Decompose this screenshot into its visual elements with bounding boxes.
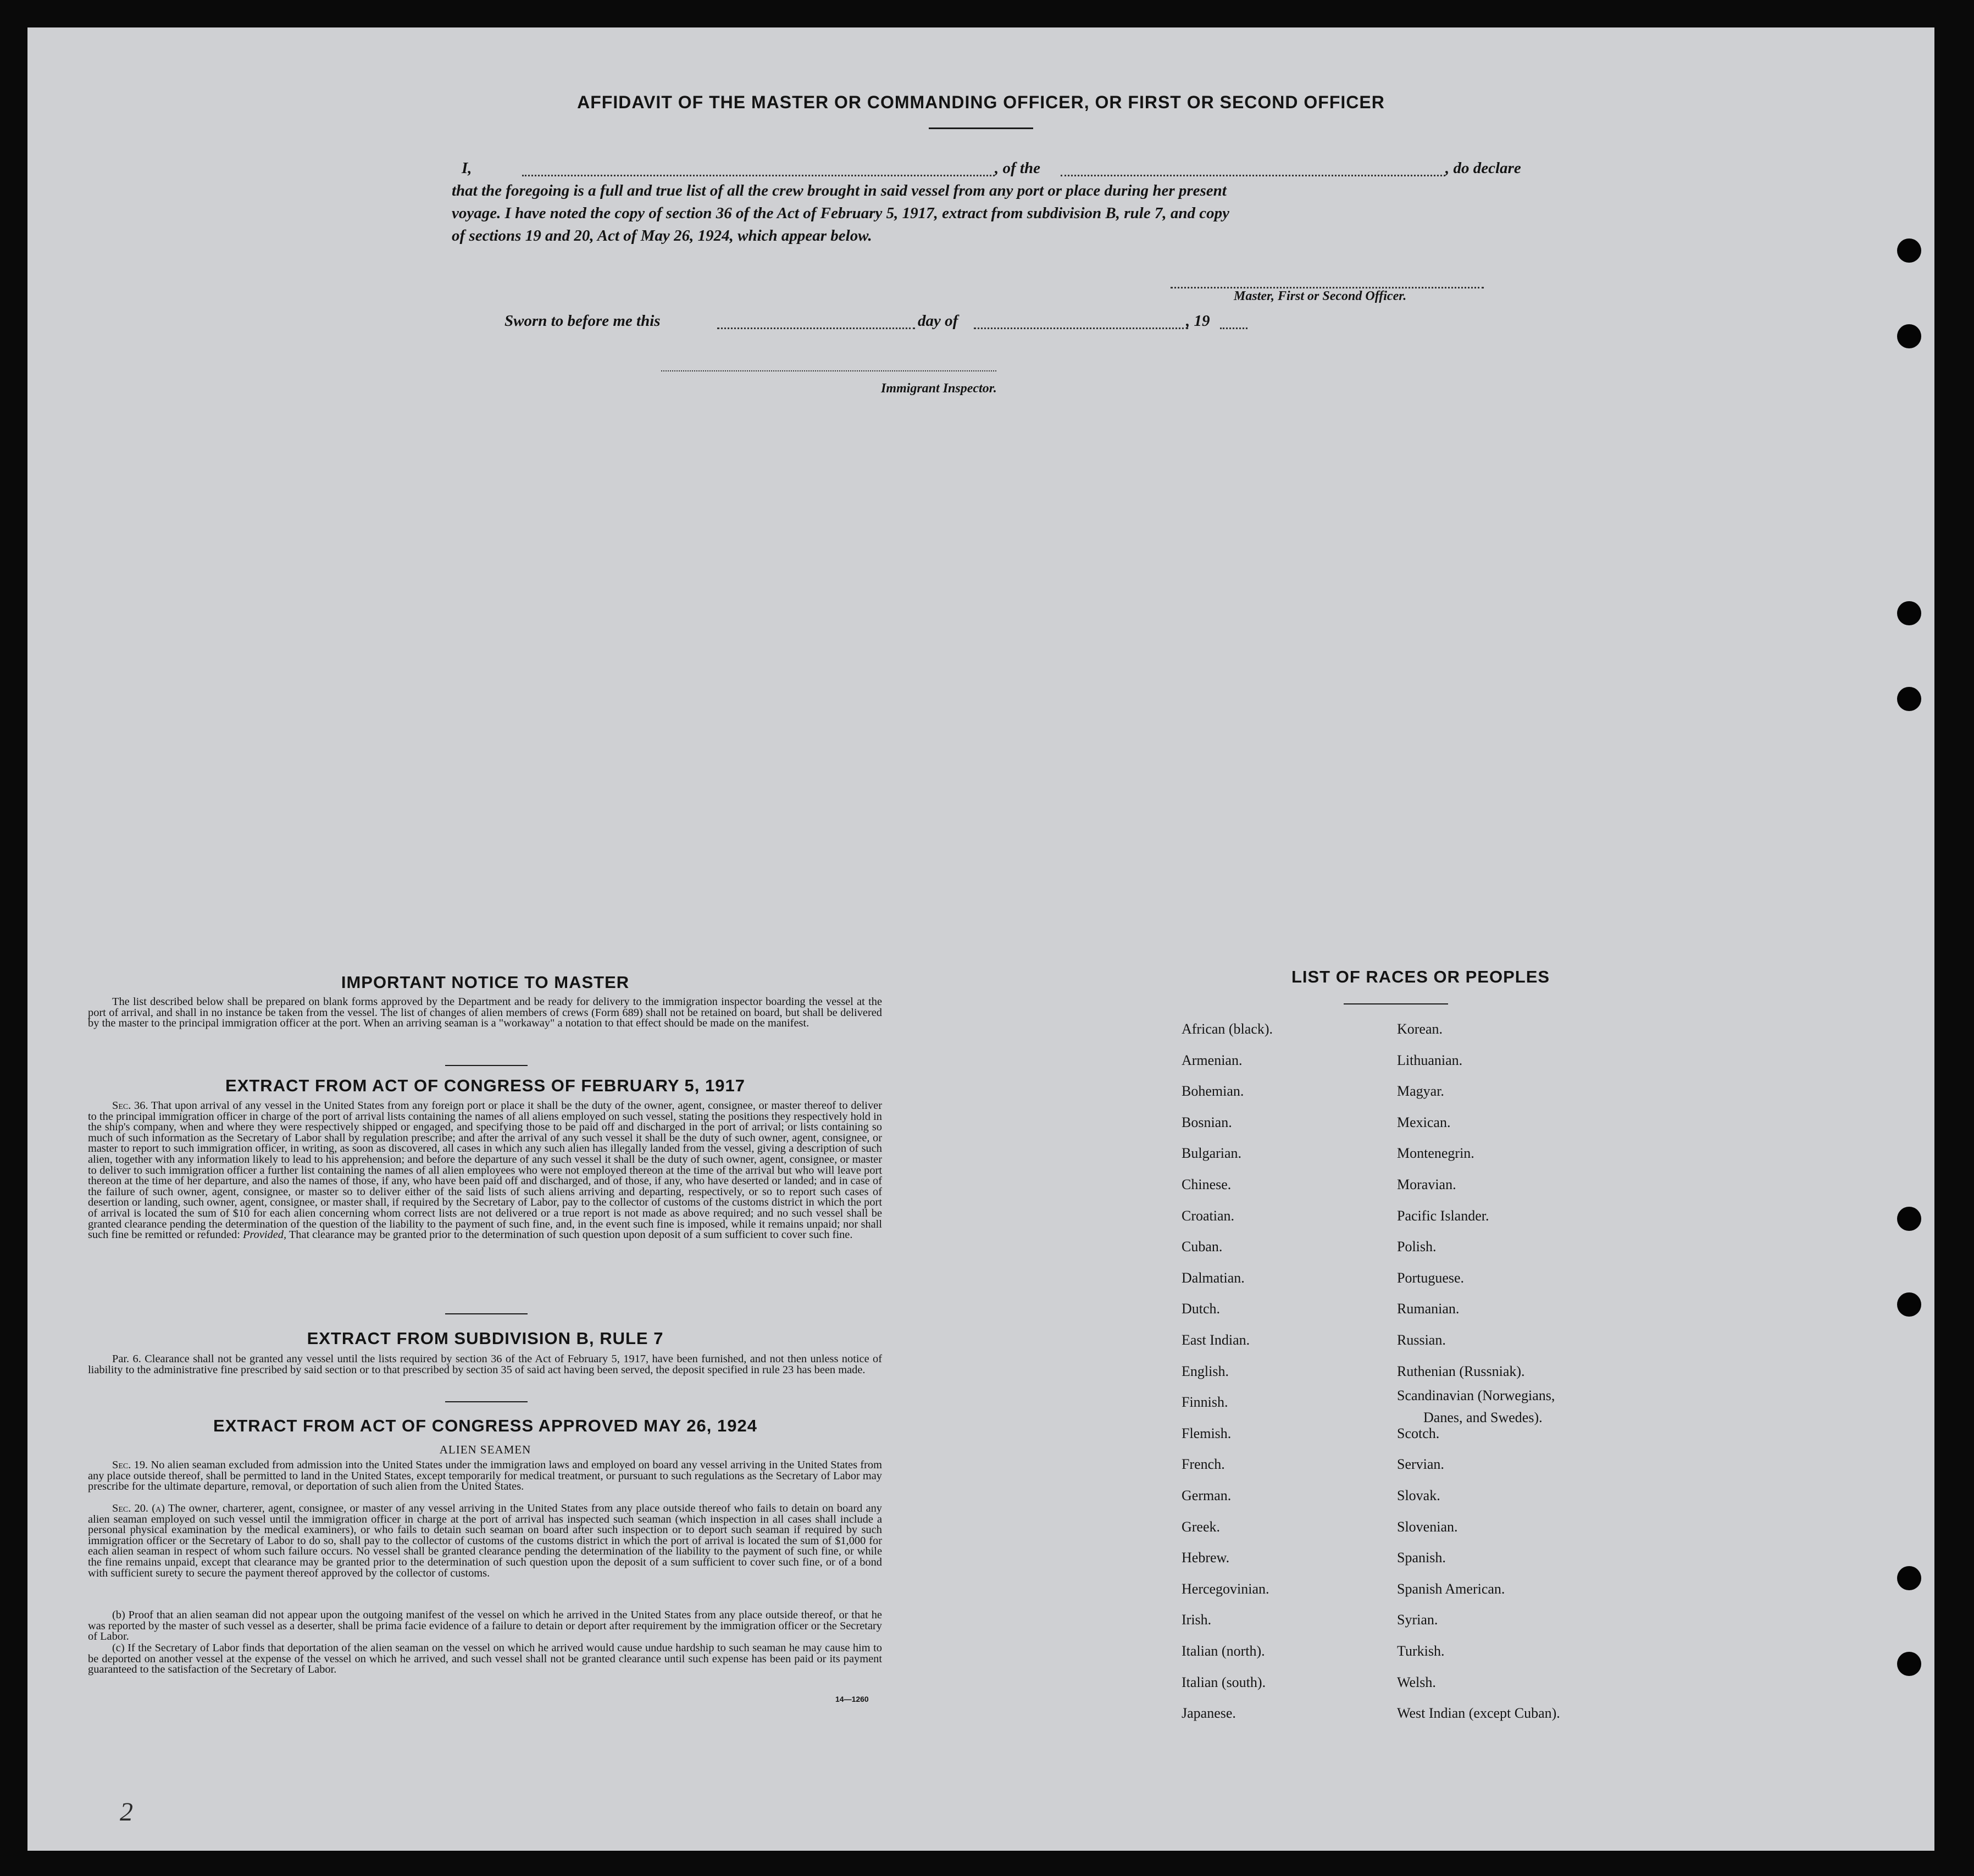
provided-label: Provided, xyxy=(242,1229,287,1241)
extract1917-divider xyxy=(445,1313,528,1314)
race-item: Slovak. xyxy=(1397,1488,1440,1503)
race-item: Hercegovinian. xyxy=(1182,1580,1269,1597)
year-label: , 19 xyxy=(1186,312,1210,330)
race-item: Korean. xyxy=(1397,1021,1443,1037)
sec20b-text: (b) Proof that an alien seaman did not appear upon the outgoing manifest of the vessel on which he arrived in the United States from any place outside thereof, or that he was reported by the master of such vessel as a deserter, shall be prima facie evidence of a failure to detain or deport after requirement by the immigration officer or the Secretary of Labor. xyxy=(88,1609,882,1643)
rule7-text: Par. 6. Clearance shall not be granted any vessel until the lists required by section 36 of the Act of February 5, 1917, have been furnished, and not then unless notice of liability to the administrative fine prescribed by said section or to that prescribed by section 35 of said act having been served, the deposit specified in rule 23 has been made. xyxy=(88,1353,882,1376)
affidavit-body-line1: that the foregoing is a full and true list of all the crew brought in said vessel from any port or place during her present xyxy=(452,182,1227,199)
race-item: Greek. xyxy=(1182,1518,1221,1535)
affidavit-do-declare: , do declare xyxy=(1445,159,1521,177)
race-item: Danes, and Swedes). xyxy=(1423,1409,1543,1426)
sec36-text: That upon arrival of any vessel in the United States from any foreign port or place it shall be the duty of the owner, agent, consignee, or master thereof to deliver to the principal immigration officer in charge of the port of arrival lists containing the names of all aliens employed on such vessel, stating the positions they respectively hold in the ship's company, when and where they were respectively shipped or engaged, and specifying those to be paid off and discharged in the port of arrival; or lists containing so much of such information as the Secretary of Labor shall by regulation prescribe; and after the arrival of any such vessel it shall be the duty of such owner, agent, consignee, or master to report to such immigration officer, in writing, as soon as discovered, all cases in which any such alien has illegally landed from the vessel, giving a description of such alien, together with any information likely to lead to his apprehension; and before the departure of any such vessel it shall be the duty of such owner, agent, consignee, or master to deliver to such immigration officer a further list containing the names of all alien employees who were not employed thereon at the time of the arrival but who will leave port thereon at the time of her departure, and also the names of those, if any, who have been paid off and discharged, and of those, if any, who have deserted or landed; and in case of the failure of such owner, agent, consignee, or master so to deliver either of the said lists of such aliens arriving and departing, respectively, or so to report such cases of desertion or landing, such owner, agent, consignee, or master shall, if required by the Secretary of Labor, pay to the collector of customs of the customs district in which the port of arrival is located the sum of $10 for each alien concerning whom correct lists are not delivered or a true report is not made as above required; and no such vessel shall be granted clearance pending the determination of the question of the liability to the payment of such fine, and, in the event such fine is imposed, while it remains unpaid; nor shall such fine be remitted or refunded: xyxy=(88,1100,882,1241)
race-item: Bosnian. xyxy=(1182,1114,1232,1130)
race-item: Cuban. xyxy=(1182,1239,1223,1255)
race-item: Hebrew. xyxy=(1182,1550,1230,1566)
form-number: 14—1260 xyxy=(835,1695,869,1703)
signature-blank xyxy=(1171,287,1484,288)
inspector-blank xyxy=(661,370,996,371)
extract1917-title: EXTRACT FROM ACT OF CONGRESS OF FEBRUARY 5, 1917 xyxy=(225,1076,745,1095)
title-divider xyxy=(929,127,1033,129)
binder-hole xyxy=(1897,1292,1921,1317)
affidavit-i-label: I, xyxy=(462,159,472,177)
race-item: Japanese. xyxy=(1182,1705,1236,1722)
notice-text: The list described below shall be prepared on blank forms approved by the Department and be ready for delivery to the immigration inspector boarding the vessel at the port of arrival, and shall in no instance be taken from the vessel. The list of changes of alien members of crews (Form 689) shall not be retained on board, but shall be delivered by the master to the principal immigration officer at the port. When an arriving seaman is a "workaway" a notation to that effect should be made on the manifest. xyxy=(88,996,882,1030)
extract1924-subtitle: ALIEN SEAMEN xyxy=(439,1443,531,1456)
race-item: Magyar. xyxy=(1397,1083,1444,1100)
race-item: West Indian (except Cuban). xyxy=(1397,1705,1560,1722)
sec19-body: No alien seaman excluded from admission into the United States under the immigration laws and employed on board any vessel arriving in the United States from any place outside thereof, shall be permitted to land in the United States, except temporarily for medical treatment, or pursuant to such regulations as the Secretary of Labor may prescribe for the ultimate departure, removal, or deportation of such alien from the United States. xyxy=(88,1459,882,1493)
signature-label: Master, First or Second Officer. xyxy=(1234,289,1407,303)
race-item: English. xyxy=(1182,1363,1229,1379)
sec19-text xyxy=(88,1460,882,1492)
inspector-label: Immigrant Inspector. xyxy=(881,381,997,396)
race-item: Montenegrin. xyxy=(1397,1145,1474,1162)
race-item: Lithuanian. xyxy=(1397,1052,1463,1068)
extract1917-text xyxy=(88,1101,882,1241)
affidavit-body-line2: voyage. I have noted the copy of section 36 of the Act of February 5, 1917, extract from subdivision B, rule 7, and copy xyxy=(452,204,1229,222)
race-item: Flemish. xyxy=(1182,1425,1232,1441)
binder-hole xyxy=(1897,1652,1921,1676)
race-item: Finnish. xyxy=(1182,1394,1228,1411)
race-item: Portuguese. xyxy=(1397,1269,1465,1286)
binder-hole xyxy=(1897,238,1921,263)
binder-hole xyxy=(1897,601,1921,625)
affidavit-title: AFFIDAVIT OF THE MASTER OR COMMANDING OFFICER, OR FIRST OR SECOND OFFICER xyxy=(577,92,1385,112)
race-item: Spanish. xyxy=(1397,1550,1446,1566)
race-item: Slovenian. xyxy=(1397,1518,1458,1535)
sworn-label: Sworn to before me this xyxy=(504,312,661,330)
sec20a-text xyxy=(88,1503,882,1579)
races-title: LIST OF RACES OR PEOPLES xyxy=(1291,967,1550,986)
race-item: Turkish. xyxy=(1397,1643,1445,1659)
race-item: Dutch. xyxy=(1182,1301,1221,1317)
binder-hole xyxy=(1897,687,1921,711)
race-item: East Indian. xyxy=(1182,1332,1250,1348)
affidavit-of-the: , of the xyxy=(995,159,1040,177)
rule7-divider xyxy=(445,1401,528,1402)
race-item: Spanish American. xyxy=(1397,1580,1505,1597)
race-item: Mexican. xyxy=(1397,1114,1451,1130)
race-item: Scotch. xyxy=(1397,1425,1440,1441)
race-item: Servian. xyxy=(1397,1456,1444,1473)
binder-hole xyxy=(1897,1207,1921,1231)
provided-text: That clearance may be granted prior to the determination of such question upon deposit of a sum sufficient to cover such fine. xyxy=(289,1229,853,1241)
name-blank xyxy=(522,175,995,176)
binder-hole xyxy=(1897,324,1921,348)
race-item: Dalmatian. xyxy=(1182,1269,1245,1286)
races-divider xyxy=(1344,1003,1448,1004)
sec20-label: Sec. 20. (a) xyxy=(112,1502,165,1514)
race-item: Bohemian. xyxy=(1182,1083,1244,1100)
rule7-title: EXTRACT FROM SUBDIVISION B, RULE 7 xyxy=(307,1329,664,1348)
document-page xyxy=(27,27,1934,1851)
notice-divider xyxy=(445,1065,528,1066)
year-blank xyxy=(1220,328,1247,329)
race-item: African (black). xyxy=(1182,1021,1273,1037)
race-item: Armenian. xyxy=(1182,1052,1243,1068)
race-item: Bulgarian. xyxy=(1182,1145,1242,1162)
race-item: Irish. xyxy=(1182,1612,1212,1628)
sec20-body: The owner, charterer, agent, consignee, or master of any vessel arriving in the United States from any place outside thereof who fails to detain on board any alien seaman employed on such vessel until the immigration officer in charge at the port of arrival has inspected such seaman (which inspection in all cases shall include a personal physical examination by the medical examiners), or who fails to detain such seaman on board after such inspection or to deport such seaman if required by such immigration officer or the Secretary of Labor to do so, shall pay to the collector of customs of the customs district in which the port of arrival is located the sum of $1,000 for each alien seaman in respect of whom such failure occurs. No vessel shall be granted clearance pending the determination of the liability to the payment of such fine, or while the fine remains unpaid, except that clearance may be granted prior to the determination of such question upon the deposit of a sum sufficient to cover such fine, or of a bond with sufficient surety to secure the payment thereof approved by the collector of customs. xyxy=(88,1502,883,1579)
race-item: Moravian. xyxy=(1397,1176,1456,1192)
sec20c-text: (c) If the Secretary of Labor finds that deportation of the alien seaman on the vessel on which he arrived would cause undue hardship to such seaman he may cause him to be deported on another vessel at the expense of the vessel on which he arrived, and such vessel shall not be granted clearance until such expense has been paid or its payment guaranteed to the satisfaction of the Secretary of Labor. xyxy=(88,1642,882,1676)
race-item: Welsh. xyxy=(1397,1674,1436,1690)
sec36-label: Sec. 36. xyxy=(112,1100,148,1112)
race-item: German. xyxy=(1182,1488,1232,1503)
notice-title: IMPORTANT NOTICE TO MASTER xyxy=(341,973,630,992)
race-item: Pacific Islander. xyxy=(1397,1207,1489,1224)
race-item: Italian (north). xyxy=(1182,1643,1265,1659)
race-item: Rumanian. xyxy=(1397,1301,1460,1317)
vessel-blank xyxy=(1061,175,1445,176)
affidavit-body-line3: of sections 19 and 20, Act of May 26, 1924, which appear below. xyxy=(452,227,872,245)
race-item: Italian (south). xyxy=(1182,1674,1266,1690)
day-blank xyxy=(717,328,915,329)
month-blank xyxy=(974,328,1188,329)
race-item: Scandinavian (Norwegians, xyxy=(1397,1387,1555,1404)
binder-hole xyxy=(1897,1566,1921,1590)
race-item: French. xyxy=(1182,1456,1225,1473)
race-item: Syrian. xyxy=(1397,1612,1438,1628)
race-item: Polish. xyxy=(1397,1239,1437,1255)
race-item: Russian. xyxy=(1397,1332,1446,1348)
day-of-label: day of xyxy=(918,312,958,330)
race-item: Croatian. xyxy=(1182,1207,1235,1224)
sec19-label: Sec. 19. xyxy=(112,1459,148,1471)
race-item: Chinese. xyxy=(1182,1176,1232,1192)
margin-mark: 2 xyxy=(120,1797,133,1827)
extract1924-title: EXTRACT FROM ACT OF CONGRESS APPROVED MAY 26, 1924 xyxy=(213,1416,757,1435)
race-item: Ruthenian (Russniak). xyxy=(1397,1363,1525,1379)
